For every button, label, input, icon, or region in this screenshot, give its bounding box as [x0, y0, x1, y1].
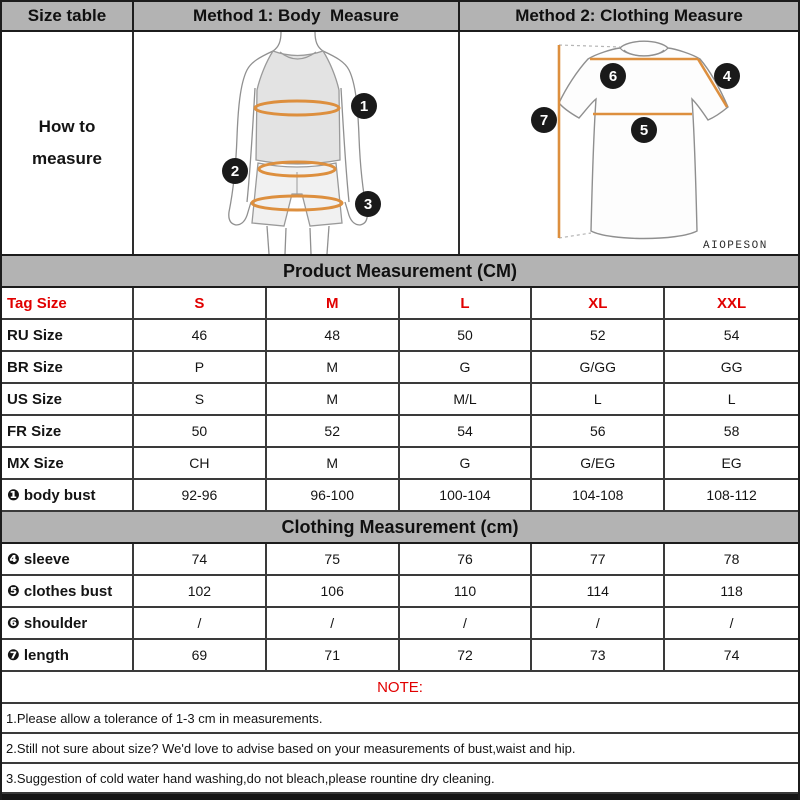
- body-measure-diagram-cell: [134, 32, 460, 254]
- method1-title: Method 1: Body Measure: [134, 2, 460, 32]
- table-cell: 69: [134, 640, 267, 670]
- table-cell: /: [267, 608, 400, 638]
- badge-1: [351, 93, 377, 119]
- table-cell: G: [400, 352, 533, 382]
- clothing-measure-diagram-cell: [460, 32, 798, 254]
- table-cell: 46: [134, 320, 267, 350]
- table-cell: 50: [400, 320, 533, 350]
- body-measure-diagram: [134, 32, 458, 254]
- table-cell: M: [267, 448, 400, 478]
- svg-text:6: 6: [608, 68, 618, 85]
- table-cell: L: [727, 391, 736, 407]
- table-cell: /: [400, 608, 533, 638]
- table-cell: XXL: [717, 294, 747, 312]
- table-cell: 114: [532, 576, 665, 606]
- note-item-1: 1.Please allow a tolerance of 1-3 cm in measurements.: [2, 704, 798, 734]
- table-cell: 73: [532, 640, 665, 670]
- neck-line: [273, 32, 281, 51]
- table-row-fr-size: [2, 416, 798, 448]
- row-label: Tag Size: [2, 288, 134, 318]
- table-cell: M/L: [400, 384, 533, 414]
- table-header-row: [2, 2, 798, 32]
- row-label: ❻ shoulder: [2, 608, 134, 638]
- badge-2: [222, 158, 248, 184]
- table-cell: 71: [267, 640, 400, 670]
- table-cell: XL: [532, 288, 665, 318]
- row-label: US Size: [2, 384, 134, 414]
- table-cell: 75: [267, 544, 400, 574]
- table-cell: 72: [400, 640, 533, 670]
- svg-text:4: 4: [722, 68, 732, 85]
- badge-7: [531, 107, 557, 133]
- brand-text: AIOPESON: [703, 240, 768, 252]
- table-cell: M: [267, 384, 400, 414]
- bottom-border-bar: [2, 794, 798, 800]
- table-row-tag-size: [2, 288, 798, 320]
- table-cell: 78: [723, 551, 740, 567]
- row-label: ❺ clothes bust: [2, 576, 134, 606]
- row-label: MX Size: [2, 448, 134, 478]
- row-label: ❶ body bust: [2, 480, 134, 510]
- table-row-br-size: [2, 352, 798, 384]
- table-cell: P: [134, 352, 267, 382]
- tank-top: [256, 51, 340, 164]
- table-cell: 100-104: [400, 480, 533, 510]
- table-cell: S: [134, 384, 267, 414]
- table-cell: L: [400, 288, 533, 318]
- row-label: BR Size: [2, 352, 134, 382]
- table-row-ru-size: [2, 320, 798, 352]
- table-cell: 110: [400, 576, 533, 606]
- badge-4: [714, 63, 740, 89]
- table-row-sleeve: [2, 544, 798, 576]
- table-cell: 106: [267, 576, 400, 606]
- clothing-measurement-title: Clothing Measurement (cm): [2, 512, 798, 544]
- table-row-mx-size: [2, 448, 798, 480]
- table-cell: 96-100: [267, 480, 400, 510]
- table-cell: 92-96: [134, 480, 267, 510]
- table-cell: /: [134, 608, 267, 638]
- svg-text:5: 5: [639, 122, 649, 139]
- table-cell: L: [532, 384, 665, 414]
- row-label: RU Size: [2, 320, 134, 350]
- table-cell: /: [532, 608, 665, 638]
- table-cell: G/GG: [532, 352, 665, 382]
- table-cell: G: [400, 448, 533, 478]
- table-cell: M: [267, 352, 400, 382]
- svg-text:1: 1: [359, 98, 369, 115]
- table-cell: 54: [400, 416, 533, 446]
- table-row-shoulder: [2, 608, 798, 640]
- table-cell: M: [267, 288, 400, 318]
- badge-3: [355, 191, 381, 217]
- badge-5: [631, 117, 657, 143]
- row-label: ❹ sleeve: [2, 544, 134, 574]
- clothing-measure-diagram: [460, 32, 796, 254]
- note-title: NOTE:: [2, 672, 798, 704]
- note-item-2: 2.Still not sure about size? We'd love to advise based on your measurements of bust,waist and hip.: [2, 734, 798, 764]
- table-cell: GG: [720, 359, 743, 375]
- product-measurement-title: Product Measurement (CM): [2, 256, 798, 288]
- row-label: FR Size: [2, 416, 134, 446]
- svg-text:3: 3: [363, 196, 373, 213]
- table-cell: 54: [723, 327, 740, 343]
- table-cell: 108-112: [706, 487, 757, 503]
- table-cell: S: [134, 288, 267, 318]
- table-row-body-bust: [2, 480, 798, 512]
- how-to-measure-label: How to measure: [2, 32, 134, 254]
- table-cell: G/EG: [532, 448, 665, 478]
- table-cell: 76: [400, 544, 533, 574]
- bottom-guide-dash: [559, 233, 591, 238]
- table-cell: 56: [532, 416, 665, 446]
- table-cell: 104-108: [532, 480, 665, 510]
- table-cell: 48: [267, 320, 400, 350]
- how-to-measure-row: [2, 32, 798, 256]
- method2-title: Method 2: Clothing Measure: [460, 2, 798, 32]
- table-row-length: [2, 640, 798, 672]
- note-item-3: 3.Suggestion of cold water hand washing,do not bleach,please rountine dry cleaning.: [2, 764, 798, 794]
- svg-text:2: 2: [230, 163, 240, 180]
- table-cell: 74: [134, 544, 267, 574]
- table-cell: 74: [723, 647, 740, 663]
- svg-text:7: 7: [539, 112, 549, 129]
- size-table-title: Size table: [2, 2, 134, 32]
- row-label: ❼ length: [2, 640, 134, 670]
- table-cell: 58: [723, 423, 740, 439]
- table-cell: 52: [532, 320, 665, 350]
- table-cell: 102: [134, 576, 267, 606]
- table-row-clothes-bust: [2, 576, 798, 608]
- table-cell: 118: [720, 583, 743, 599]
- table-cell: 77: [532, 544, 665, 574]
- table-cell: CH: [134, 448, 267, 478]
- badge-6: [600, 63, 626, 89]
- table-cell: EG: [721, 455, 742, 471]
- table-cell: 52: [267, 416, 400, 446]
- top-guide-dash: [559, 45, 620, 47]
- table-cell: /: [729, 615, 734, 631]
- table-cell: 50: [134, 416, 267, 446]
- table-row-us-size: [2, 384, 798, 416]
